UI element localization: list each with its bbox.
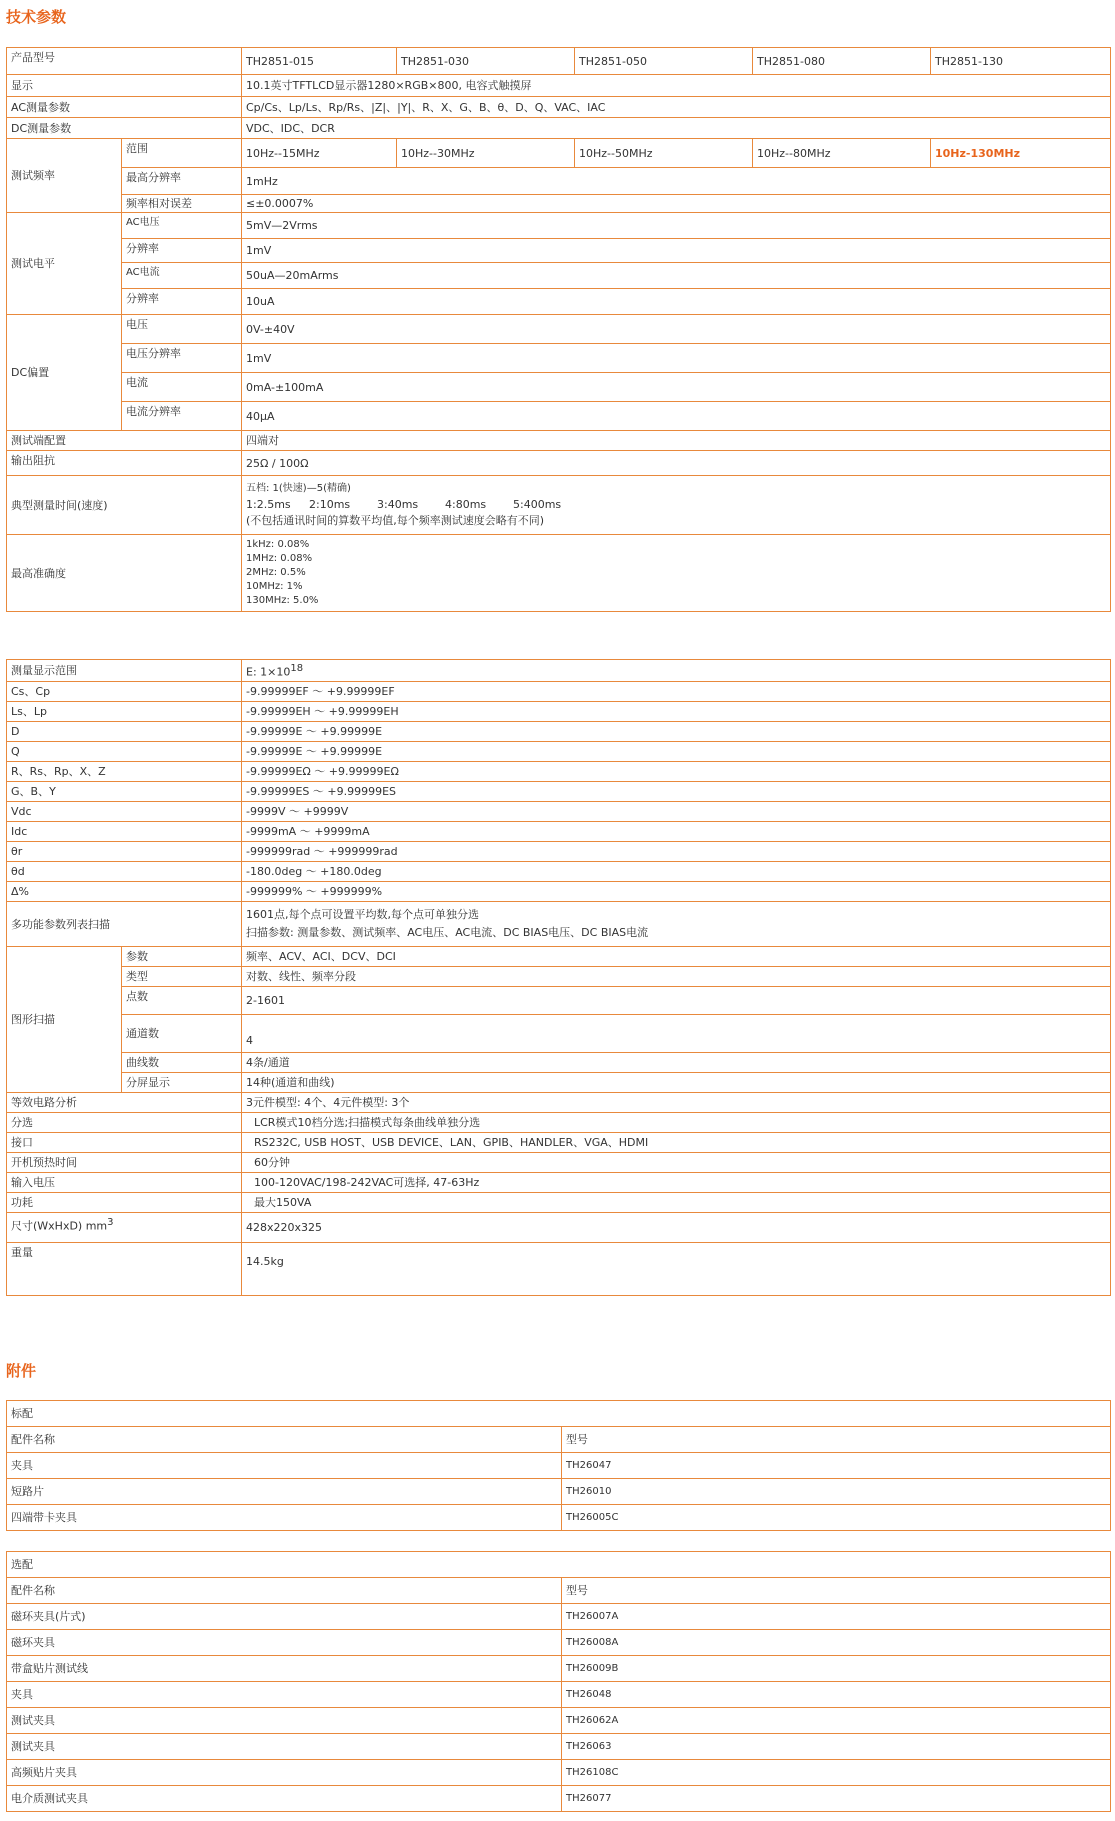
model-row bbox=[7, 48, 1111, 75]
graph-item-label: 类型 bbox=[122, 967, 242, 987]
range-value: -9999mA ～ +9999mA bbox=[242, 822, 1111, 842]
tail-row bbox=[7, 1093, 1111, 1113]
table-row bbox=[7, 1786, 1111, 1812]
range-value: -180.0deg ～ +180.0deg bbox=[242, 862, 1111, 882]
range-value: -9.99999ES ～ +9.99999ES bbox=[242, 782, 1111, 802]
tail-label: 开机预热时间 bbox=[7, 1153, 242, 1173]
level-acv-row bbox=[7, 213, 1111, 239]
speed-note: (不包括通讯时间的算数平均值,每个频率测试速度会略有不同) bbox=[246, 514, 545, 527]
sweep-label: 多功能参数列表扫描 bbox=[7, 902, 242, 947]
size-row bbox=[7, 1213, 1111, 1243]
level-aci-res-label: 分辨率 bbox=[122, 289, 242, 315]
accessory-model: TH26077 bbox=[562, 1786, 1111, 1812]
tail-label: 输入电压 bbox=[7, 1173, 242, 1193]
graph-row bbox=[7, 1073, 1111, 1093]
level-aci-value: 50uA—20mArms bbox=[242, 263, 1111, 289]
graph-label: 图形扫描 bbox=[7, 947, 122, 1093]
col-name-header: 配件名称 bbox=[7, 1427, 562, 1453]
range-value: -9.99999EF ～ +9.99999EF bbox=[242, 682, 1111, 702]
optional-accessories-table bbox=[6, 1551, 1111, 1812]
optional-header-row bbox=[7, 1578, 1111, 1604]
accuracy-line: 130MHz: 5.0% bbox=[246, 595, 319, 606]
range-label: Idc bbox=[7, 822, 242, 842]
standard-accessories-table bbox=[6, 1400, 1111, 1531]
size-label-exp: 3 bbox=[107, 1217, 114, 1228]
graph-item-label: 分屏显示 bbox=[122, 1073, 242, 1093]
bias-i-res-label: 电流分辨率 bbox=[122, 402, 242, 431]
accuracy-row bbox=[7, 535, 1111, 612]
standard-header-row bbox=[7, 1427, 1111, 1453]
level-aci-res-value: 10uA bbox=[242, 289, 1111, 315]
tail-label: 分选 bbox=[7, 1113, 242, 1133]
speed-item: 1:2.5ms bbox=[246, 498, 291, 511]
model-value: TH2851-030 bbox=[397, 48, 575, 75]
bias-v-value: 0V-±40V bbox=[242, 315, 1111, 344]
range-head-label: 测量显示范围 bbox=[7, 660, 242, 682]
freq-label: 测试频率 bbox=[7, 139, 122, 213]
speed-label: 典型测量时间(速度) bbox=[7, 476, 242, 535]
range-row bbox=[7, 702, 1111, 722]
bias-v-res-label: 电压分辨率 bbox=[122, 344, 242, 373]
level-acv-res-value: 1mV bbox=[242, 239, 1111, 263]
col-model-header: 型号 bbox=[562, 1578, 1111, 1604]
spec-table bbox=[6, 47, 1111, 612]
accuracy-line: 1kHz: 0.08% bbox=[246, 539, 310, 550]
graph-item-value: 2-1601 bbox=[242, 987, 1111, 1015]
tail-label: 接口 bbox=[7, 1133, 242, 1153]
range-table bbox=[6, 659, 1111, 1296]
impedance-row bbox=[7, 451, 1111, 476]
col-name-header: 配件名称 bbox=[7, 1578, 562, 1604]
model-label: 产品型号 bbox=[7, 48, 242, 75]
freq-range-value: 10Hz--50MHz bbox=[575, 139, 753, 168]
freq-res-value: 1mHz bbox=[242, 168, 1111, 195]
speed-row bbox=[7, 476, 1111, 535]
speed-value bbox=[242, 476, 1111, 535]
bias-v-row bbox=[7, 315, 1111, 344]
terminal-value: 四端对 bbox=[242, 431, 1111, 451]
accessory-name: 高频贴片夹具 bbox=[7, 1760, 562, 1786]
weight-label: 重量 bbox=[7, 1243, 242, 1296]
tail-value: 3元件模型: 4个、4元件模型: 3个 bbox=[242, 1093, 1111, 1113]
range-row bbox=[7, 802, 1111, 822]
model-value: TH2851-050 bbox=[575, 48, 753, 75]
accuracy-label: 最高准确度 bbox=[7, 535, 242, 612]
level-aci-res-row bbox=[7, 289, 1111, 315]
size-value: 428x220x325 bbox=[242, 1213, 1111, 1243]
standard-heading: 标配 bbox=[7, 1401, 1111, 1427]
terminal-row bbox=[7, 431, 1111, 451]
table-row bbox=[7, 1760, 1111, 1786]
accessories-section-title: 附件 bbox=[6, 1362, 37, 1380]
range-row bbox=[7, 822, 1111, 842]
ac-params-value: Cp/Cs、Lp/Ls、Rp/Rs、|Z|、|Y|、R、X、G、B、θ、D、Q、VAC、IAC bbox=[242, 97, 1111, 118]
range-value: -999999rad ～ +999999rad bbox=[242, 842, 1111, 862]
range-value: -9.99999EH ～ +9.99999EH bbox=[242, 702, 1111, 722]
range-label: Q bbox=[7, 742, 242, 762]
freq-res-label: 最高分辨率 bbox=[122, 168, 242, 195]
graph-item-value: 4条/通道 bbox=[242, 1053, 1111, 1073]
terminal-label: 测试端配置 bbox=[7, 431, 242, 451]
sweep-value bbox=[242, 902, 1111, 947]
graph-item-value: 对数、线性、频率分段 bbox=[242, 967, 1111, 987]
speed-item: 2:10ms bbox=[309, 498, 351, 511]
freq-res-row bbox=[7, 168, 1111, 195]
accessory-name: 四端带卡夹具 bbox=[7, 1505, 562, 1531]
sweep-line: 1601点,每个点可设置平均数,每个点可单独分选 bbox=[246, 908, 479, 921]
table-row bbox=[7, 1479, 1111, 1505]
range-label: θd bbox=[7, 862, 242, 882]
accessory-model: TH26008A bbox=[562, 1630, 1111, 1656]
tail-label: 等效电路分析 bbox=[7, 1093, 242, 1113]
bias-i-label: 电流 bbox=[122, 373, 242, 402]
accessory-name: 电介质测试夹具 bbox=[7, 1786, 562, 1812]
freq-err-row bbox=[7, 195, 1111, 213]
accuracy-line: 1MHz: 0.08% bbox=[246, 553, 313, 564]
range-value: -9999V ～ +9999V bbox=[242, 802, 1111, 822]
accessory-model: TH26108C bbox=[562, 1760, 1111, 1786]
size-label-base: 尺寸(WxHxD) mm bbox=[11, 1219, 108, 1233]
bias-i-res-value: 40μA bbox=[242, 402, 1111, 431]
optional-heading-row bbox=[7, 1552, 1111, 1578]
range-head-row bbox=[7, 660, 1111, 682]
tail-row bbox=[7, 1133, 1111, 1153]
graph-item-value: 4 bbox=[242, 1015, 1111, 1053]
accessory-name: 短路片 bbox=[7, 1479, 562, 1505]
table-row bbox=[7, 1505, 1111, 1531]
display-row bbox=[7, 75, 1111, 97]
range-label: R、Rs、Rp、X、Z bbox=[7, 762, 242, 782]
level-aci-label: AC电流 bbox=[122, 263, 242, 289]
range-value: -9.99999E ～ +9.99999E bbox=[242, 742, 1111, 762]
accuracy-line: 2MHz: 0.5% bbox=[246, 567, 306, 578]
bias-i-value: 0mA-±100mA bbox=[242, 373, 1111, 402]
accessory-model: TH26005C bbox=[562, 1505, 1111, 1531]
table-row bbox=[7, 1708, 1111, 1734]
range-head-value bbox=[242, 660, 1111, 682]
speed-item: 4:80ms bbox=[445, 498, 487, 511]
impedance-value: 25Ω / 100Ω bbox=[242, 451, 1111, 476]
tail-row bbox=[7, 1113, 1111, 1133]
accessory-model: TH26062A bbox=[562, 1708, 1111, 1734]
freq-err-value: ≤±0.0007% bbox=[242, 195, 1111, 213]
weight-value: 14.5kg bbox=[242, 1243, 1111, 1296]
tail-value: 100-120VAC/198-242VAC可选择, 47-63Hz bbox=[242, 1173, 1111, 1193]
bias-i-res-row bbox=[7, 402, 1111, 431]
dc-params-value: VDC、IDC、DCR bbox=[242, 118, 1111, 139]
accessory-name: 磁环夹具 bbox=[7, 1630, 562, 1656]
graph-row bbox=[7, 1053, 1111, 1073]
range-value: -999999% ～ +999999% bbox=[242, 882, 1111, 902]
range-row bbox=[7, 742, 1111, 762]
range-value: -9.99999E ～ +9.99999E bbox=[242, 722, 1111, 742]
size-label bbox=[7, 1213, 242, 1243]
freq-range-value: 10Hz--30MHz bbox=[397, 139, 575, 168]
speed-list bbox=[246, 496, 1106, 514]
table-row bbox=[7, 1453, 1111, 1479]
accessory-name: 夹具 bbox=[7, 1453, 562, 1479]
level-acv-res-label: 分辨率 bbox=[122, 239, 242, 263]
sweep-row bbox=[7, 902, 1111, 947]
freq-err-label: 频率相对误差 bbox=[122, 195, 242, 213]
dc-params-row bbox=[7, 118, 1111, 139]
range-label: θr bbox=[7, 842, 242, 862]
accessory-model: TH26063 bbox=[562, 1734, 1111, 1760]
range-label: Cs、Cp bbox=[7, 682, 242, 702]
level-acv-res-row bbox=[7, 239, 1111, 263]
range-label: Δ% bbox=[7, 882, 242, 902]
table-row bbox=[7, 1734, 1111, 1760]
optional-heading: 选配 bbox=[7, 1552, 1111, 1578]
bias-label: DC偏置 bbox=[7, 315, 122, 431]
level-label: 测试电平 bbox=[7, 213, 122, 315]
level-aci-row bbox=[7, 263, 1111, 289]
model-value: TH2851-080 bbox=[753, 48, 931, 75]
accessory-name: 磁环夹具(片式) bbox=[7, 1604, 562, 1630]
tail-value: 60分钟 bbox=[242, 1153, 1111, 1173]
graph-row bbox=[7, 967, 1111, 987]
range-label: D bbox=[7, 722, 242, 742]
table-row bbox=[7, 1604, 1111, 1630]
graph-item-label: 通道数 bbox=[122, 1015, 242, 1053]
ac-params-label: AC测量参数 bbox=[7, 97, 242, 118]
tail-label: 功耗 bbox=[7, 1193, 242, 1213]
range-row bbox=[7, 862, 1111, 882]
range-head-base: E: 1×10 bbox=[246, 665, 291, 679]
tail-row bbox=[7, 1173, 1111, 1193]
accessory-model: TH26009B bbox=[562, 1656, 1111, 1682]
graph-row bbox=[7, 947, 1111, 967]
tail-row bbox=[7, 1193, 1111, 1213]
table-row bbox=[7, 1682, 1111, 1708]
bias-v-res-value: 1mV bbox=[242, 344, 1111, 373]
table-row bbox=[7, 1656, 1111, 1682]
graph-item-label: 参数 bbox=[122, 947, 242, 967]
speed-line: 五档: 1(快速)—5(精确) bbox=[246, 483, 351, 494]
graph-row bbox=[7, 987, 1111, 1015]
accessory-model: TH26048 bbox=[562, 1682, 1111, 1708]
sweep-line: 扫描参数: 测量参数、测试频率、AC电压、AC电流、DC BIAS电压、DC BIAS电流 bbox=[246, 926, 649, 939]
freq-range-label: 范围 bbox=[122, 139, 242, 168]
range-label: G、B、Y bbox=[7, 782, 242, 802]
display-value: 10.1英寸TFTLCD显示器1280×RGB×800, 电容式触摸屏 bbox=[242, 75, 1111, 97]
range-head-exp: 18 bbox=[290, 663, 304, 675]
freq-range-value: 10Hz--80MHz bbox=[753, 139, 931, 168]
ac-params-row bbox=[7, 97, 1111, 118]
graph-item-value: 频率、ACV、ACI、DCV、DCI bbox=[242, 947, 1111, 967]
range-label: Vdc bbox=[7, 802, 242, 822]
range-row bbox=[7, 782, 1111, 802]
accessory-model: TH26047 bbox=[562, 1453, 1111, 1479]
spec-section-title: 技术参数 bbox=[6, 8, 67, 26]
model-value: TH2851-130 bbox=[931, 48, 1111, 75]
accuracy-line: 10MHz: 1% bbox=[246, 581, 303, 592]
range-row bbox=[7, 722, 1111, 742]
freq-range-value-highlight: 10Hz-130MHz bbox=[931, 139, 1111, 168]
col-model-header: 型号 bbox=[562, 1427, 1111, 1453]
bias-v-res-row bbox=[7, 344, 1111, 373]
graph-row bbox=[7, 1015, 1111, 1053]
range-value: -9.99999EΩ ～ +9.99999EΩ bbox=[242, 762, 1111, 782]
weight-row bbox=[7, 1243, 1111, 1296]
accessory-name: 夹具 bbox=[7, 1682, 562, 1708]
tail-value: RS232C, USB HOST、USB DEVICE、LAN、GPIB、HANDLER、VGA、HDMI bbox=[242, 1133, 1111, 1153]
freq-range-row bbox=[7, 139, 1111, 168]
model-value: TH2851-015 bbox=[242, 48, 397, 75]
table-row bbox=[7, 1630, 1111, 1656]
accessory-name: 带盒贴片测试线 bbox=[7, 1656, 562, 1682]
display-label: 显示 bbox=[7, 75, 242, 97]
tail-value: LCR模式10档分选;扫描模式每条曲线单独分选 bbox=[242, 1113, 1111, 1133]
accuracy-value bbox=[242, 535, 1111, 612]
tail-value: 最大150VA bbox=[242, 1193, 1111, 1213]
range-row bbox=[7, 682, 1111, 702]
speed-item: 3:40ms bbox=[377, 498, 419, 511]
graph-item-label: 曲线数 bbox=[122, 1053, 242, 1073]
accessory-model: TH26010 bbox=[562, 1479, 1111, 1505]
range-row bbox=[7, 882, 1111, 902]
standard-heading-row bbox=[7, 1401, 1111, 1427]
level-acv-value: 5mV—2Vrms bbox=[242, 213, 1111, 239]
graph-item-value: 14种(通道和曲线) bbox=[242, 1073, 1111, 1093]
accessory-name: 测试夹具 bbox=[7, 1734, 562, 1760]
speed-item: 5:400ms bbox=[513, 498, 562, 511]
bias-v-label: 电压 bbox=[122, 315, 242, 344]
range-label: Ls、Lp bbox=[7, 702, 242, 722]
freq-range-value: 10Hz--15MHz bbox=[242, 139, 397, 168]
impedance-label: 输出阻抗 bbox=[7, 451, 242, 476]
accessory-model: TH26007A bbox=[562, 1604, 1111, 1630]
range-row bbox=[7, 842, 1111, 862]
accessory-name: 测试夹具 bbox=[7, 1708, 562, 1734]
bias-i-row bbox=[7, 373, 1111, 402]
level-acv-label: AC电压 bbox=[122, 213, 242, 239]
range-row bbox=[7, 762, 1111, 782]
dc-params-label: DC测量参数 bbox=[7, 118, 242, 139]
graph-item-label: 点数 bbox=[122, 987, 242, 1015]
tail-row bbox=[7, 1153, 1111, 1173]
